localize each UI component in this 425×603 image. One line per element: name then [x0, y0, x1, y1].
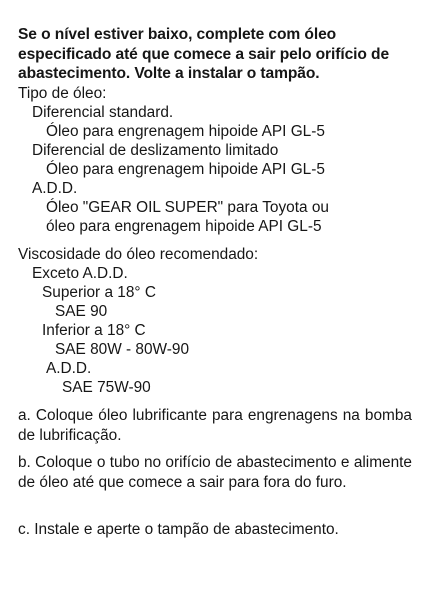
except-add-label: Exceto A.D.D.	[32, 265, 128, 282]
above-temp-label: Superior a 18° C	[42, 284, 156, 301]
below-temp-label: Inferior a 18° C	[42, 322, 146, 339]
differential-standard-oil: Óleo para engrenagem hipoide API GL-5	[46, 123, 325, 140]
step-c: c. Instale e aperte o tampão de abastecimento.	[18, 521, 339, 538]
viscosity-add-sae: SAE 75W-90	[62, 379, 151, 396]
viscosity-heading: Viscosidade do óleo recomendado:	[18, 246, 259, 263]
intro-instruction: Se o nível estiver baixo, complete com óleo especificado até que comece a sair pelo orifício de abastecimento. Volte a instalar o tampão.	[18, 26, 390, 82]
oil-type-heading: Tipo de óleo:	[18, 85, 107, 102]
differential-lsd-oil: Óleo para engrenagem hipoide API GL-5	[46, 161, 325, 178]
add-label: A.D.D.	[32, 180, 78, 197]
differential-lsd: Diferencial de deslizamento limitado	[32, 142, 279, 159]
differential-standard: Diferencial standard.	[32, 104, 174, 121]
viscosity-add-label: A.D.D.	[46, 360, 92, 377]
add-oil-line-1: Óleo "GEAR OIL SUPER" para Toyota ou	[46, 199, 329, 216]
above-temp-sae: SAE 90	[55, 303, 108, 320]
add-oil-line-2: óleo para engrenagem hipoide API GL-5	[46, 218, 322, 235]
step-a: a. Coloque óleo lubrificante para engrenagens na bomba de lubrificação.	[18, 407, 412, 444]
below-temp-sae: SAE 80W - 80W-90	[55, 341, 190, 358]
step-b: b. Coloque o tubo no orifício de abastecimento e alimente de óleo até que comece a sair para fora do furo.	[18, 454, 412, 491]
